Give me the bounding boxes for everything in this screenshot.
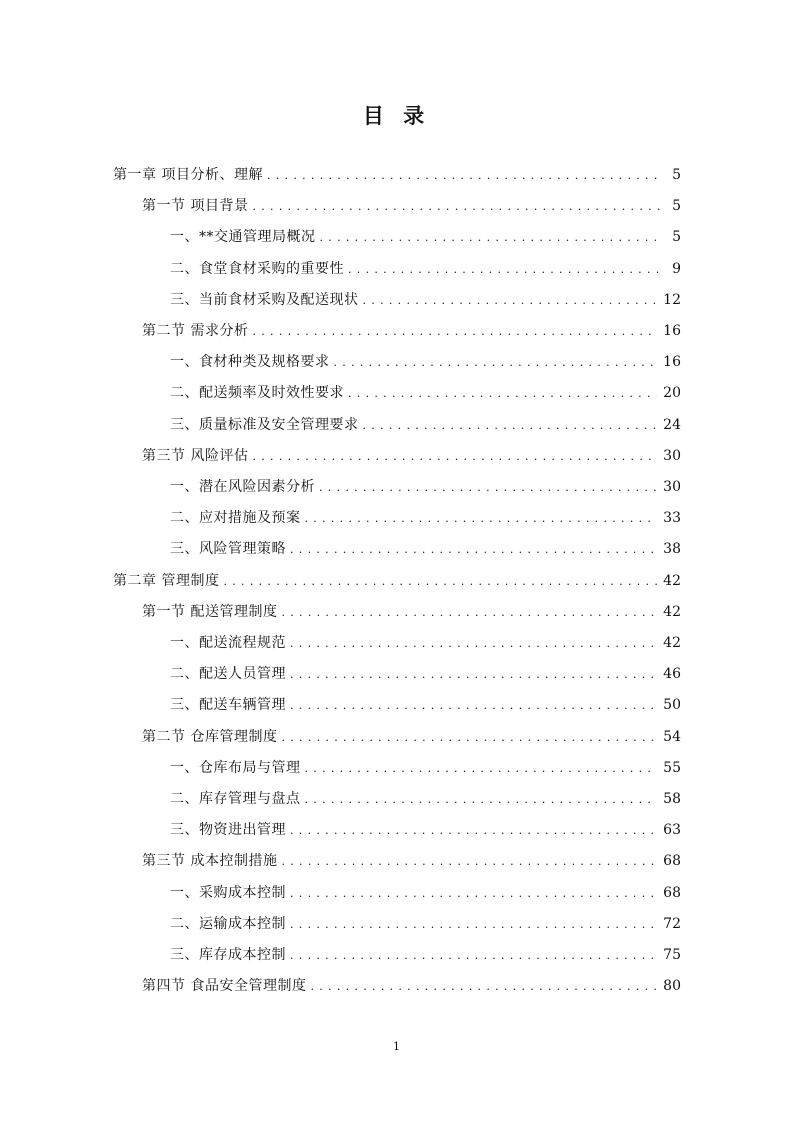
toc-entry-page: 5 bbox=[672, 229, 681, 246]
toc-dot-leader bbox=[290, 659, 657, 690]
toc-entry-page: 30 bbox=[663, 447, 681, 464]
toc-entry-level-3[interactable] bbox=[170, 878, 681, 909]
toc-entry-page: 50 bbox=[663, 697, 681, 714]
toc-entry-page: 20 bbox=[663, 385, 681, 402]
toc-entry-level-1[interactable] bbox=[113, 566, 681, 597]
toc-entry-page: 55 bbox=[663, 759, 681, 776]
toc-entry-label: 一、潜在风险因素分析 bbox=[170, 479, 315, 495]
toc-entry-label: 第三节 成本控制措施 bbox=[142, 853, 278, 870]
toc-entry-page: 80 bbox=[663, 978, 681, 995]
toc-entry-level-3[interactable] bbox=[170, 285, 681, 316]
toc-entry-level-2[interactable] bbox=[142, 597, 681, 628]
toc-entry-level-3[interactable] bbox=[170, 815, 681, 846]
toc-entry-label: 第四节 食品安全管理制度 bbox=[142, 978, 307, 995]
toc-entry-page: 63 bbox=[663, 822, 681, 839]
toc-entry-level-3[interactable] bbox=[170, 628, 681, 659]
toc-entry-page: 38 bbox=[663, 541, 681, 558]
toc-entry-label: 二、食堂食材采购的重要性 bbox=[170, 260, 344, 277]
toc-entry-page: 9 bbox=[672, 260, 681, 277]
toc-entry-page: 16 bbox=[663, 354, 681, 371]
toc-dot-leader bbox=[320, 222, 662, 253]
toc-entry-label: 一、**交通管理局概况 bbox=[170, 229, 316, 246]
toc-entry-label: 第一节 配送管理制度 bbox=[142, 603, 278, 620]
toc-entry-level-3[interactable] bbox=[170, 410, 681, 441]
toc-dot-leader bbox=[305, 753, 658, 784]
toc-entry-level-3[interactable] bbox=[170, 534, 681, 565]
toc-dot-leader bbox=[290, 909, 657, 940]
toc-dot-leader bbox=[281, 722, 657, 753]
page-title: 目 录 bbox=[362, 104, 431, 128]
toc-entry-label: 三、物资进出管理 bbox=[170, 822, 286, 839]
toc-entry-label: 一、配送流程规范 bbox=[170, 635, 286, 651]
toc-entry-page: 16 bbox=[663, 323, 681, 339]
toc-entry-page: 68 bbox=[663, 884, 681, 901]
toc-entry-page: 46 bbox=[663, 666, 681, 683]
toc-entry-page: 30 bbox=[663, 479, 681, 495]
toc-entry-page: 58 bbox=[663, 791, 681, 807]
toc-dot-leader bbox=[305, 784, 658, 815]
toc-entry-label: 三、当前食材采购及配送现状 bbox=[170, 291, 359, 308]
toc-entry-level-3[interactable] bbox=[170, 690, 681, 721]
toc-entry-page: 68 bbox=[663, 853, 681, 870]
toc-entry-level-3[interactable] bbox=[170, 940, 681, 971]
toc-entry-label: 一、采购成本控制 bbox=[170, 884, 286, 901]
toc-entry-level-2[interactable] bbox=[142, 316, 681, 347]
toc-dot-leader bbox=[252, 316, 657, 347]
toc-entry-level-1[interactable] bbox=[113, 160, 681, 191]
toc-dot-leader bbox=[252, 441, 657, 472]
toc-dot-leader bbox=[267, 160, 661, 191]
toc-entry-level-2[interactable] bbox=[142, 722, 681, 753]
toc-entry-label: 二、应对措施及预案 bbox=[170, 510, 301, 527]
toc-entry-label: 二、配送频率及时效性要求 bbox=[170, 385, 344, 402]
toc-entry-label: 第一章 项目分析、理解 bbox=[113, 167, 263, 183]
toc-entry-level-3[interactable] bbox=[170, 347, 681, 378]
toc-dot-leader bbox=[290, 940, 657, 971]
toc-entry-level-2[interactable] bbox=[142, 971, 681, 1002]
toc-dot-leader bbox=[281, 597, 657, 628]
toc-entry-label: 一、仓库布局与管理 bbox=[170, 759, 301, 776]
toc-entry-label: 第三节 风险评估 bbox=[142, 447, 249, 464]
toc-dot-leader bbox=[290, 878, 657, 909]
toc-entry-label: 三、质量标准及安全管理要求 bbox=[170, 416, 359, 433]
toc-entry-page: 42 bbox=[663, 603, 681, 620]
toc-entry-label: 二、运输成本控制 bbox=[170, 915, 286, 932]
toc-entry-level-3[interactable] bbox=[170, 222, 681, 253]
toc-dot-leader bbox=[290, 628, 657, 659]
toc-entry-level-3[interactable] bbox=[170, 472, 681, 503]
toc-entry-level-2[interactable] bbox=[142, 441, 681, 472]
toc-dot-leader bbox=[281, 846, 657, 877]
toc-entry-label: 三、库存成本控制 bbox=[170, 947, 286, 963]
toc-entry-label: 三、风险管理策略 bbox=[170, 541, 286, 558]
toc-entry-level-3[interactable] bbox=[170, 784, 681, 815]
toc-entry-level-2[interactable] bbox=[142, 191, 681, 222]
toc-entry-page: 33 bbox=[663, 510, 681, 527]
toc-dot-leader bbox=[319, 472, 657, 503]
toc-entry-page: 72 bbox=[663, 915, 681, 932]
toc-entry-label: 二、配送人员管理 bbox=[170, 666, 286, 683]
toc-dot-leader bbox=[290, 815, 657, 846]
toc-entry-level-3[interactable] bbox=[170, 503, 681, 534]
toc-dot-leader bbox=[290, 534, 657, 565]
toc-dot-leader bbox=[348, 378, 657, 409]
toc-entry-page: 12 bbox=[663, 291, 681, 308]
toc-entry-level-3[interactable] bbox=[170, 753, 681, 784]
toc-entry-level-2[interactable] bbox=[142, 846, 681, 877]
toc-entry-page: 24 bbox=[663, 416, 681, 433]
toc-dot-leader bbox=[363, 285, 658, 316]
toc-entry-label: 第二章 管理制度 bbox=[113, 572, 220, 589]
toc-entry-label: 三、配送车辆管理 bbox=[170, 697, 286, 714]
toc-entry-level-3[interactable] bbox=[170, 378, 681, 409]
toc-dot-leader bbox=[305, 503, 658, 534]
toc-dot-leader bbox=[290, 690, 657, 721]
toc-entry-page: 75 bbox=[663, 947, 681, 963]
toc-entry-level-3[interactable] bbox=[170, 254, 681, 285]
toc-entry-label: 第二节 仓库管理制度 bbox=[142, 728, 278, 745]
toc-entry-page: 54 bbox=[663, 728, 681, 745]
toc-dot-leader bbox=[348, 254, 661, 285]
toc-entry-label: 第二节 需求分析 bbox=[142, 323, 249, 339]
toc-entry-level-3[interactable] bbox=[170, 659, 681, 690]
toc-entry-page: 42 bbox=[663, 635, 681, 651]
toc-entry-page: 42 bbox=[663, 572, 681, 589]
toc-entry-level-3[interactable] bbox=[170, 909, 681, 940]
toc-dot-leader bbox=[334, 347, 658, 378]
toc-entry-label: 二、库存管理与盘点 bbox=[170, 791, 301, 807]
toc-dot-leader bbox=[252, 191, 661, 222]
toc-dot-leader bbox=[363, 410, 658, 441]
page-number: 1 bbox=[393, 1040, 400, 1053]
toc-entry-page: 5 bbox=[672, 167, 681, 183]
toc-dot-leader bbox=[223, 566, 657, 597]
toc-entry-label: 一、食材种类及规格要求 bbox=[170, 354, 330, 371]
toc-dot-leader bbox=[310, 971, 657, 1002]
toc-entry-page: 5 bbox=[672, 198, 681, 215]
toc-entry-label: 第一节 项目背景 bbox=[142, 198, 249, 215]
